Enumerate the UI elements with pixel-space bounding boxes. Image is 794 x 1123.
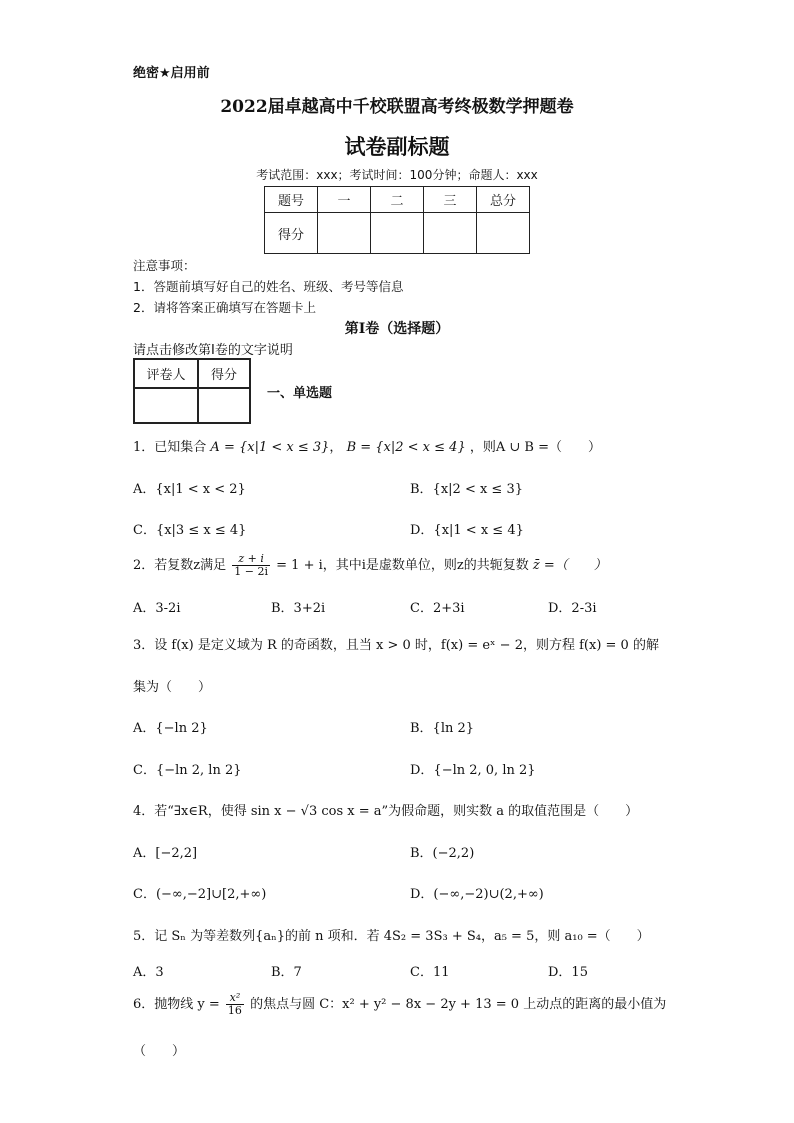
- part1-note[interactable]: 请点击修改第I卷的文字说明: [133, 343, 293, 358]
- score-header-cell: 一: [318, 187, 371, 213]
- score-cell: [477, 213, 530, 254]
- question-3-option-b[interactable]: B．{ln 2}: [410, 721, 475, 736]
- question-5-option-d[interactable]: D．15: [548, 965, 588, 980]
- fraction: $\frac{\text{x²}}{16}$: [227, 991, 242, 1017]
- question-2-stem: 2．若复数z满足 $\frac{z + i}{1 - 2i}$ = 1 + i，其中i是虚数单位，则z的共轭复数 z̄ =（ ）: [133, 552, 607, 578]
- question-3-option-a[interactable]: A．{−ln 2}: [133, 721, 208, 736]
- question-3-stem-continued: 集为（ ）: [133, 680, 212, 695]
- question-4-stem: 4．若“∃x∈R，使得 sin x − √3 cos x = a”为假命题，则实数 a 的取值范围是（ ）: [133, 804, 639, 819]
- question-3-option-c[interactable]: C．{−ln 2, ln 2}: [133, 763, 242, 778]
- question-4-option-c[interactable]: C．(−∞,−2]∪[2,+∞): [133, 887, 267, 902]
- exam-subtitle: 试卷副标题: [344, 134, 450, 159]
- question-1-option-b[interactable]: B．{x|2 < x ≤ 3}: [410, 482, 523, 497]
- grader-header-cell: 得分: [198, 359, 250, 388]
- exam-info: 考试范围：xxx；考试时间：100分钟；命题人：xxx: [256, 168, 538, 182]
- question-1-option-a[interactable]: A．{x|1 < x < 2}: [133, 482, 246, 497]
- question-1-stem: 1．已知集合 A = {x|1 < x ≤ 3}， B = {x|2 < x ≤ 4} ，则A ∪ B =（ ）: [133, 440, 601, 455]
- notes-title: 注意事项：: [133, 258, 196, 273]
- question-5-stem: 5．记 Sₙ 为等差数列{aₙ}的前 n 项和．若 4S₂ = 3S₃ + S₄，a₅ = 5，则 a₁₀ =（ ）: [133, 929, 650, 944]
- grader-table: [133, 358, 251, 424]
- score-cell: [371, 213, 424, 254]
- part1-title: 第I卷（选择题）: [344, 321, 450, 337]
- score-header-cell: 三: [424, 187, 477, 213]
- grader-cell: [198, 388, 250, 423]
- question-3-stem: 3．设 f(x) 是定义域为 R 的奇函数，且当 x > 0 时，f(x) = eˣ − 2，则方程 f(x) = 0 的解: [133, 638, 659, 653]
- exam-title: 2022届卓越高中千校联盟高考终极数学押题卷: [220, 97, 574, 117]
- score-header-cell: 总分: [477, 187, 530, 213]
- question-4-option-a[interactable]: A．[−2,2]: [133, 846, 198, 861]
- question-4-option-b[interactable]: B．(−2,2): [410, 846, 475, 861]
- grader-cell: [134, 388, 198, 423]
- question-6-stem-continued: （ ）: [133, 1044, 186, 1059]
- score-cell: [424, 213, 477, 254]
- score-cell: [318, 213, 371, 254]
- fraction: $\frac{z + i}{1 - 2i}$: [234, 552, 268, 578]
- question-2-option-d[interactable]: D．2-3i: [548, 601, 597, 616]
- score-row-label: 得分: [265, 213, 318, 254]
- question-1-option-d[interactable]: D．{x|1 < x ≤ 4}: [410, 523, 524, 538]
- notes-item: 2．请将答案正确填写在答题卡上: [133, 300, 316, 315]
- question-2-option-c[interactable]: C．2+3i: [410, 601, 465, 616]
- confidential-label: 绝密★启用前: [133, 66, 210, 81]
- score-header-cell: 题号: [265, 187, 318, 213]
- question-3-option-d[interactable]: D．{−ln 2, 0, ln 2}: [410, 763, 536, 778]
- score-table: [264, 186, 530, 254]
- score-header-cell: 二: [371, 187, 424, 213]
- question-5-option-b[interactable]: B．7: [271, 965, 302, 980]
- question-2-option-b[interactable]: B．3+2i: [271, 601, 326, 616]
- section-title: 一、单选题: [267, 386, 333, 401]
- question-2-option-a[interactable]: A．3-2i: [133, 601, 181, 616]
- question-5-option-c[interactable]: C．11: [410, 965, 450, 980]
- question-4-option-d[interactable]: D．(−∞,−2)∪(2,+∞): [410, 887, 544, 902]
- question-5-option-a[interactable]: A．3: [133, 965, 164, 980]
- notes-item: 1．答题前填写好自己的姓名、班级、考号等信息: [133, 279, 404, 294]
- question-1-option-c[interactable]: C．{x|3 ≤ x ≤ 4}: [133, 523, 247, 538]
- question-6-stem: 6．抛物线 y = $\frac{\text{x²}}{16}$ 的焦点与圆 C：x² + y² − 8x − 2y + 13 = 0 上动点的距离的最小值为: [133, 991, 667, 1017]
- grader-header-cell: 评卷人: [134, 359, 198, 388]
